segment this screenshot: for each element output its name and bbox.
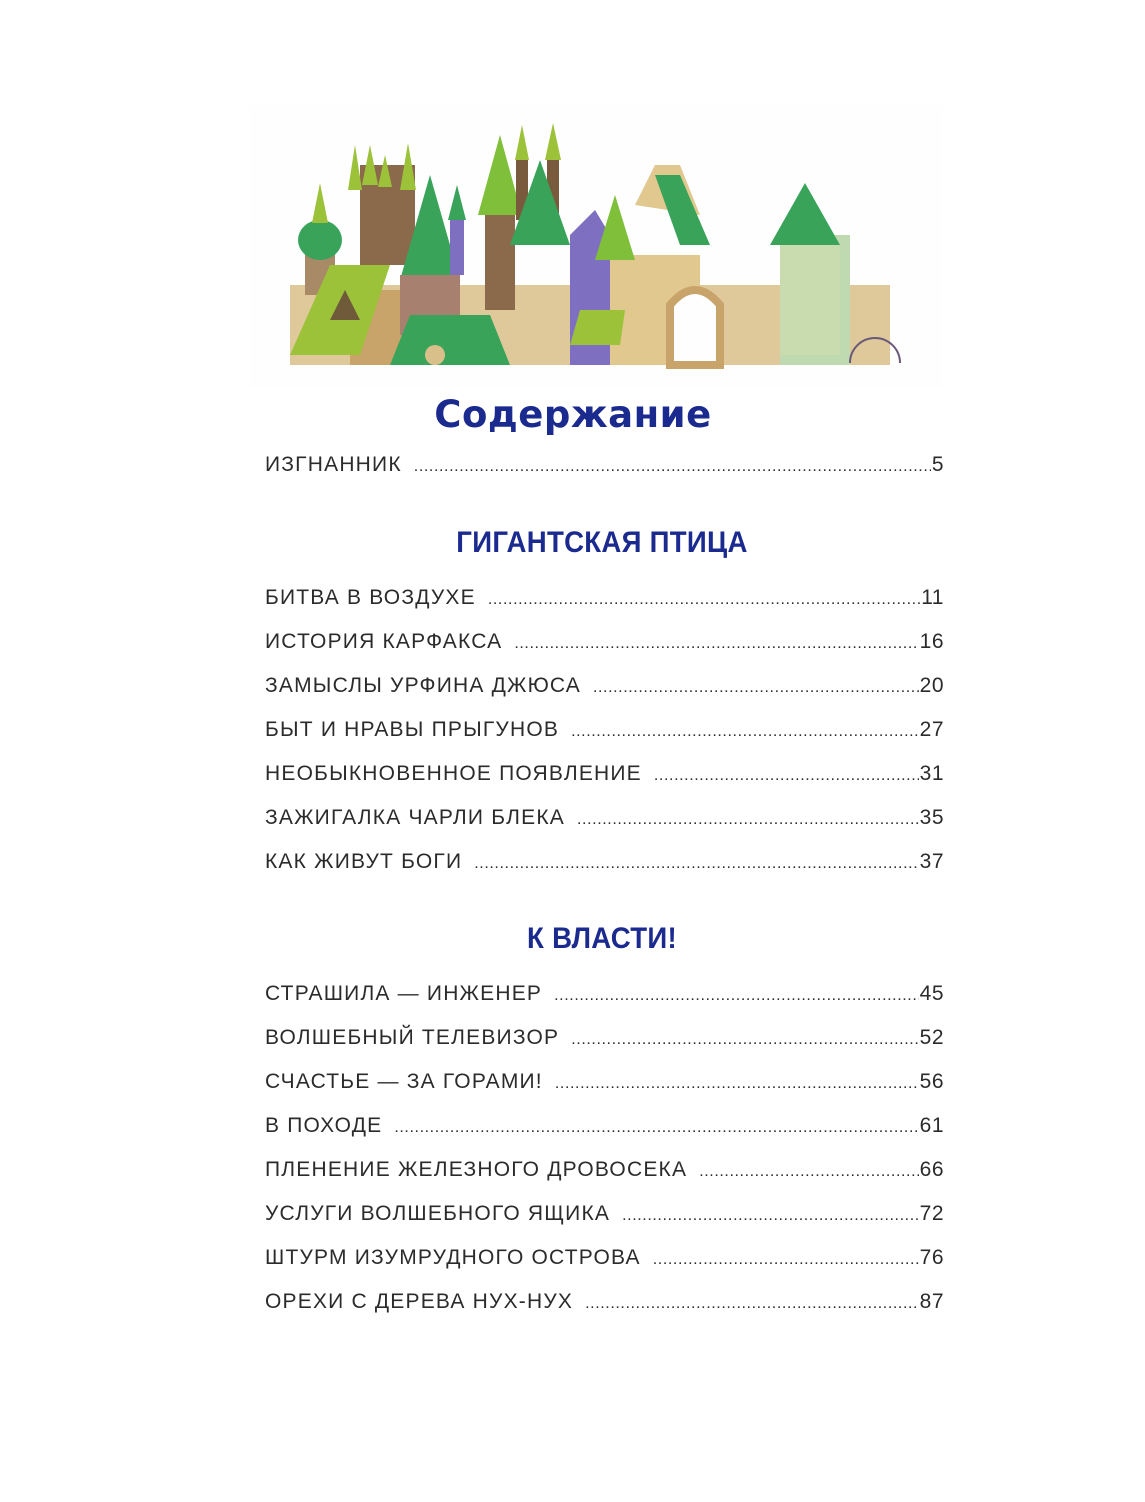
toc-entry[interactable]	[265, 982, 944, 1010]
dot-leader	[622, 1207, 919, 1225]
toc-entry-page: 37	[919, 850, 944, 873]
castle-illustration	[250, 105, 942, 387]
toc-entry-page: 66	[919, 1158, 944, 1181]
toc-entry-label: КАК ЖИВУТ БОГИ	[265, 850, 463, 873]
toc-entry[interactable]	[265, 1246, 944, 1274]
dot-leader	[394, 1119, 918, 1137]
toc-entry-page: 11	[921, 586, 944, 609]
dot-leader	[474, 855, 918, 873]
toc-entry-label: БЫТ И НРАВЫ ПРЫГУНОВ	[265, 718, 560, 741]
dot-leader	[593, 679, 919, 697]
toc-entry-page: 31	[919, 762, 944, 785]
toc-entry-label: ИСТОРИЯ КАРФАКСА	[265, 630, 503, 653]
toc-entry[interactable]	[265, 674, 944, 702]
toc-entry-label: УСЛУГИ ВОЛШЕБНОГО ЯЩИКА	[265, 1202, 611, 1225]
dot-leader	[571, 723, 919, 741]
dot-leader	[699, 1163, 918, 1181]
toc-entry-page: 45	[919, 982, 944, 1005]
toc-entry-page: 61	[919, 1114, 944, 1137]
toc-entry[interactable]	[265, 1070, 944, 1098]
toc-entry[interactable]	[265, 762, 944, 790]
toc-entry[interactable]	[265, 586, 944, 614]
toc-entry-label: ЗАЖИГАЛКА ЧАРЛИ БЛЕКА	[265, 806, 566, 829]
dot-leader	[514, 635, 918, 653]
toc-entry-label: ИЗГНАННИК	[265, 453, 402, 476]
toc-entry-label: ЗАМЫСЛЫ УРФИНА ДЖЮСА	[265, 674, 581, 697]
toc-entry[interactable]	[265, 806, 944, 834]
toc-entry-page: 72	[919, 1202, 944, 1225]
castle-icon	[250, 105, 942, 387]
toc-entry-page: 76	[919, 1246, 944, 1269]
section-title: ГИГАНТСКАЯ ПТИЦА	[456, 526, 748, 559]
toc-entry-page: 87	[919, 1290, 944, 1313]
toc-entry[interactable]	[265, 718, 944, 746]
toc-entry-label: ВОЛШЕБНЫЙ ТЕЛЕВИЗОР	[265, 1026, 560, 1049]
toc-entry-page: 16	[919, 630, 944, 653]
toc-entry-page: 52	[919, 1026, 944, 1049]
dot-leader	[554, 987, 919, 1005]
dot-leader	[414, 458, 931, 476]
dot-leader	[488, 591, 920, 609]
toc-entry[interactable]	[265, 630, 944, 658]
toc-entry[interactable]	[265, 1026, 944, 1054]
toc-entry-page: 35	[919, 806, 944, 829]
toc-entry-label: НЕОБЫКНОВЕННОЕ ПОЯВЛЕНИЕ	[265, 762, 642, 785]
toc-entry-label: ПЛЕНЕНИЕ ЖЕЛЕЗНОГО ДРОВОСЕКА	[265, 1158, 688, 1181]
dot-leader	[571, 1031, 918, 1049]
toc-entry[interactable]	[265, 453, 944, 481]
toc-entry-label: В ПОХОДЕ	[265, 1114, 383, 1137]
dot-leader	[555, 1075, 919, 1093]
toc-entry[interactable]	[265, 1202, 944, 1230]
toc-entry-page: 56	[919, 1070, 944, 1093]
toc-entry[interactable]	[265, 1290, 944, 1318]
dot-leader	[654, 767, 919, 785]
toc-entry[interactable]	[265, 1114, 944, 1142]
toc-entry-label: ОРЕХИ С ДЕРЕВА НУХ-НУХ	[265, 1290, 574, 1313]
toc-entry-page: 5	[931, 453, 944, 476]
dot-leader	[653, 1251, 919, 1269]
toc-entry-label: СЧАСТЬЕ — ЗА ГОРАМИ!	[265, 1070, 543, 1093]
toc-entry[interactable]	[265, 850, 944, 878]
section-title: К ВЛАСТИ!	[527, 922, 677, 955]
toc-entry-page: 27	[919, 718, 944, 741]
toc-entry-label: БИТВА В ВОЗДУХЕ	[265, 586, 476, 609]
toc-entry-label: СТРАШИЛА — ИНЖЕНЕР	[265, 982, 543, 1005]
toc-entry-label: ШТУРМ ИЗУМРУДНОГО ОСТРОВА	[265, 1246, 641, 1269]
dot-leader	[577, 811, 919, 829]
page-title: Содержание	[434, 393, 712, 436]
dot-leader	[585, 1295, 919, 1313]
toc-entry[interactable]	[265, 1158, 944, 1186]
toc-entry-page: 20	[919, 674, 944, 697]
